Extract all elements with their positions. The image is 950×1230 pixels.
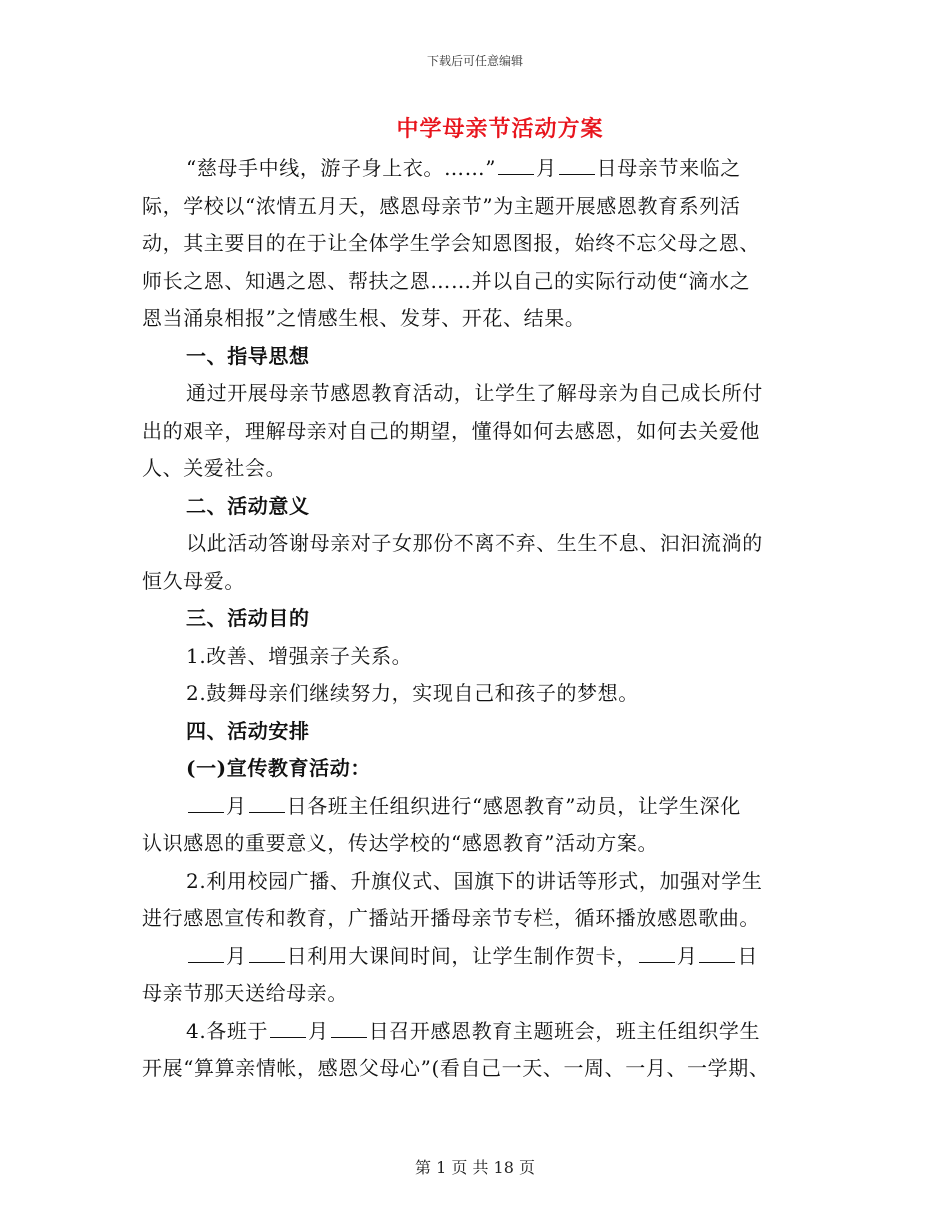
- line-text: 月: [536, 156, 557, 180]
- line-text: (一)宣传教育活动：: [186, 756, 371, 780]
- paragraph-line: [142, 150, 812, 188]
- paragraph-line: [142, 938, 812, 976]
- line-text: 恒久母爱。: [142, 568, 245, 593]
- document-title: 中学母亲节活动方案: [396, 116, 604, 142]
- paragraph-line: [142, 675, 812, 713]
- paragraph-line: [142, 825, 812, 863]
- paragraph-line: [142, 1013, 812, 1051]
- line-text: 进行感恩宣传和教育，广播站开播母亲节专栏，循环播放感恩歌曲。: [142, 906, 760, 930]
- paragraph-line: [142, 225, 812, 263]
- line-text: 4.各班于: [186, 1018, 269, 1043]
- fill-in-blank: [249, 790, 285, 813]
- line-text: 认识感恩的重要意义，传达学校的“感恩教育”活动方案。: [142, 831, 659, 855]
- line-text: 月: [308, 1018, 329, 1043]
- fill-in-blank: [639, 940, 675, 963]
- line-text: 2.鼓舞母亲们继续努力，实现自己和孩子的梦想。: [186, 681, 639, 705]
- line-text: 动，其主要目的在于让全体学生学会知恩图报，始终不忘父母之恩、: [142, 231, 760, 255]
- section-heading: [142, 488, 812, 526]
- line-text: 日召开感恩教育主题班会，班主任组织学生: [368, 1018, 761, 1043]
- line-text: 恩当涌泉相报”之情感生根、发芽、开花、结果。: [142, 306, 586, 330]
- fill-in-blank: [559, 152, 595, 175]
- line-text: 月: [676, 943, 698, 968]
- page-footer: 第 1 页 共 18 页: [415, 1158, 535, 1177]
- line-text: 出的艰辛，理解母亲对自己的期望，懂得如何去感恩，如何去关爱他: [142, 418, 760, 443]
- line-text: 四、活动安排: [186, 718, 310, 743]
- paragraph-line: [142, 263, 812, 301]
- line-text: 2.利用校园广播、升旗仪式、国旗下的讲话等形式，加强对学生: [186, 868, 763, 893]
- paragraph-line: [142, 525, 812, 563]
- fill-in-blank: [699, 940, 735, 963]
- paragraph-line: [142, 563, 812, 601]
- paragraph-line: [142, 788, 812, 826]
- paragraph-line: [142, 375, 812, 413]
- fill-in-blank: [270, 1015, 306, 1038]
- document-body: [142, 150, 812, 1088]
- line-text: 月: [226, 943, 247, 968]
- paragraph-line: [142, 863, 812, 901]
- line-text: 际，学校以“浓情五月天，感恩母亲节”为主题开展感恩教育系列活: [142, 193, 741, 218]
- line-text: 二、活动意义: [186, 493, 310, 518]
- line-text: 开展“算算亲情帐，感恩父母心”(看自己一天、一周、一月、一学期、: [142, 1056, 770, 1080]
- paragraph-line: [142, 900, 812, 938]
- line-text: 师长之恩、知遇之恩、帮扶之恩……并以自己的实际行动使“滴水之: [142, 268, 751, 293]
- fill-in-blank: [498, 152, 534, 175]
- line-text: 日利用大课间时间，让学生制作贺卡，: [286, 943, 637, 968]
- line-text: 一、指导思想: [186, 343, 310, 368]
- page-header: 下载后可任意编辑: [426, 54, 523, 68]
- fill-in-blank: [331, 1015, 367, 1038]
- fill-in-blank: [188, 940, 224, 963]
- fill-in-blank: [188, 790, 224, 813]
- line-text: 日各班主任组织进行“感恩教育”动员，让学生深化: [286, 793, 741, 818]
- line-text: 月: [226, 793, 247, 818]
- paragraph-line: [142, 638, 812, 676]
- line-text: 三、活动目的: [186, 606, 310, 630]
- paragraph-line: [142, 300, 812, 338]
- line-text: 母亲节那天送给母亲。: [142, 981, 348, 1005]
- fill-in-blank: [249, 940, 285, 963]
- paragraph-line: [142, 1050, 812, 1088]
- paragraph-line: [142, 188, 812, 226]
- line-text: 通过开展母亲节感恩教育活动，让学生了解母亲为自己成长所付: [186, 381, 763, 405]
- section-heading: [142, 338, 812, 376]
- line-text: 以此活动答谢母亲对子女那份不离不弃、生生不息、汩汩流淌的: [186, 531, 763, 555]
- paragraph-line: [142, 450, 812, 488]
- paragraph-line: [142, 975, 812, 1013]
- line-text: 人、关爱社会。: [142, 456, 287, 480]
- line-text: 日: [737, 943, 759, 968]
- section-heading: [142, 713, 812, 751]
- line-text: 1.改善、增强亲子关系。: [186, 643, 413, 668]
- line-text: “慈母手中线，游子身上衣。……”: [186, 156, 497, 180]
- paragraph-line: [142, 413, 812, 451]
- section-heading: [142, 750, 812, 788]
- section-heading: [142, 600, 812, 638]
- line-text: 日母亲节来临之: [596, 156, 741, 180]
